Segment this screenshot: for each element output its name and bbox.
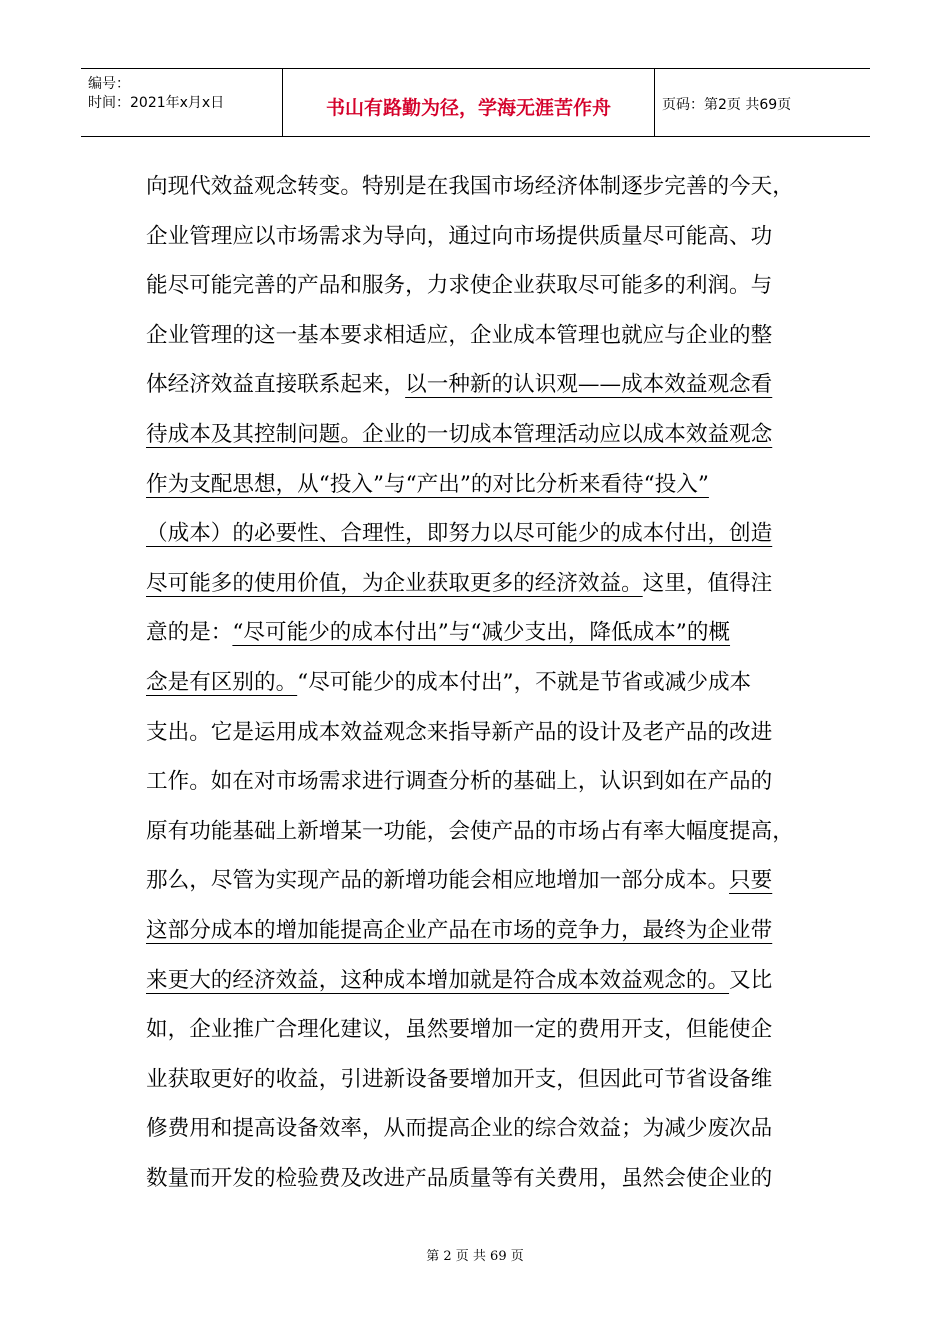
text-line: [146, 906, 810, 956]
text-segment: 企业管理应以市场需求为导向，通过向市场提供质量尽可能高、功: [146, 223, 773, 249]
text-segment: “尽可能少的成本付出”，不就是节省或减少成本: [297, 669, 752, 695]
text-line: [146, 608, 810, 658]
underlined-text: 待成本及其控制问题。企业的一切成本管理活动应以成本效益观念: [146, 421, 773, 447]
header-motto-cell: [282, 69, 655, 136]
underlined-text: 这部分成本的增加能提高企业产品在市场的竞争力，最终为企业带: [146, 917, 773, 943]
document-number-label: 编号：: [88, 76, 130, 92]
text-segment: 向现代效益观念转变。特别是在我国市场经济体制逐步完善的今天，: [146, 174, 794, 199]
text-line: [146, 1005, 810, 1055]
text-line: [146, 1154, 810, 1204]
text-segment: 工作。如在对市场需求进行调查分析的基础上，认识到如在产品的: [146, 769, 773, 795]
page-footer: 第 2 页 共 69 页: [426, 1249, 524, 1264]
text-segment: 意的是：: [146, 620, 233, 646]
header-page-cell: [654, 69, 870, 136]
document-date-label: 时间：2021年x月x日: [88, 95, 225, 111]
underlined-text: 来更大的经济效益，这种成本增加就是符合成本效益观念的。: [146, 967, 730, 993]
text-segment: 业获取更好的收益，引进新设备要增加开支，但因此可节省设备维: [146, 1066, 773, 1092]
text-line: [146, 509, 810, 559]
text-line: [146, 162, 810, 212]
underlined-text: 作为支配思想，从“投入”与“产出”的对比分析来看待“投入”: [146, 471, 709, 497]
text-line: [146, 460, 810, 510]
text-line: [146, 807, 810, 857]
text-line: [146, 856, 810, 906]
header-motto: 书山有路勤为径，学海无涯苦作舟: [325, 97, 611, 119]
text-line: [146, 261, 810, 311]
text-line: [146, 1104, 810, 1154]
underlined-text: 尽可能多的使用价值，为企业获取更多的经济效益。: [146, 570, 643, 596]
text-segment: 又比: [729, 967, 773, 993]
text-line: [146, 956, 810, 1006]
text-segment: 那么，尽管为实现产品的新增功能会相应地增加一部分成本。: [146, 868, 730, 894]
text-line: [146, 1055, 810, 1105]
page-header: [81, 68, 870, 137]
body-paragraph: [146, 162, 810, 1203]
text-line: [146, 212, 810, 262]
underlined-text: 以一种新的认识观——成本效益观念看: [405, 372, 773, 398]
text-segment: 修费用和提高设备效率，从而提高企业的综合效益；为减少废次品: [146, 1116, 773, 1142]
text-line: [146, 360, 810, 410]
text-line: [146, 708, 810, 758]
text-segment: 原有功能基础上新增某一功能，会使产品的市场占有率大幅度提高，: [146, 818, 794, 844]
underlined-text: 只要: [729, 868, 773, 894]
text-segment: 能尽可能完善的产品和服务，力求使企业获取尽可能多的利润。与: [146, 273, 773, 299]
header-meta-cell: [81, 69, 282, 136]
text-line: [146, 757, 810, 807]
underlined-text: 念是有区别的。: [146, 669, 298, 695]
text-line: [146, 410, 810, 460]
text-line: [146, 559, 810, 609]
header-page-info: 页码：第2页 共69页: [662, 97, 792, 113]
text-segment: 如，企业推广合理化建议，虽然要增加一定的费用开支，但能使企: [146, 1017, 773, 1043]
text-segment: 数量而开发的检验费及改进产品质量等有关费用，虽然会使企业的: [146, 1165, 773, 1191]
text-line: [146, 311, 810, 361]
underlined-text: “尽可能少的成本付出”与“减少支出，降低成本”的概: [232, 620, 731, 646]
text-line: [146, 658, 810, 708]
text-segment: 企业管理的这一基本要求相适应，企业成本管理也就应与企业的整: [146, 322, 773, 348]
text-segment: 这里，值得注: [642, 570, 773, 596]
text-segment: 体经济效益直接联系起来，: [146, 372, 406, 398]
text-segment: 支出。它是运用成本效益观念来指导新产品的设计及老产品的改进: [146, 719, 773, 745]
underlined-text: （成本）的必要性、合理性，即努力以尽可能少的成本付出，创造: [146, 521, 773, 547]
